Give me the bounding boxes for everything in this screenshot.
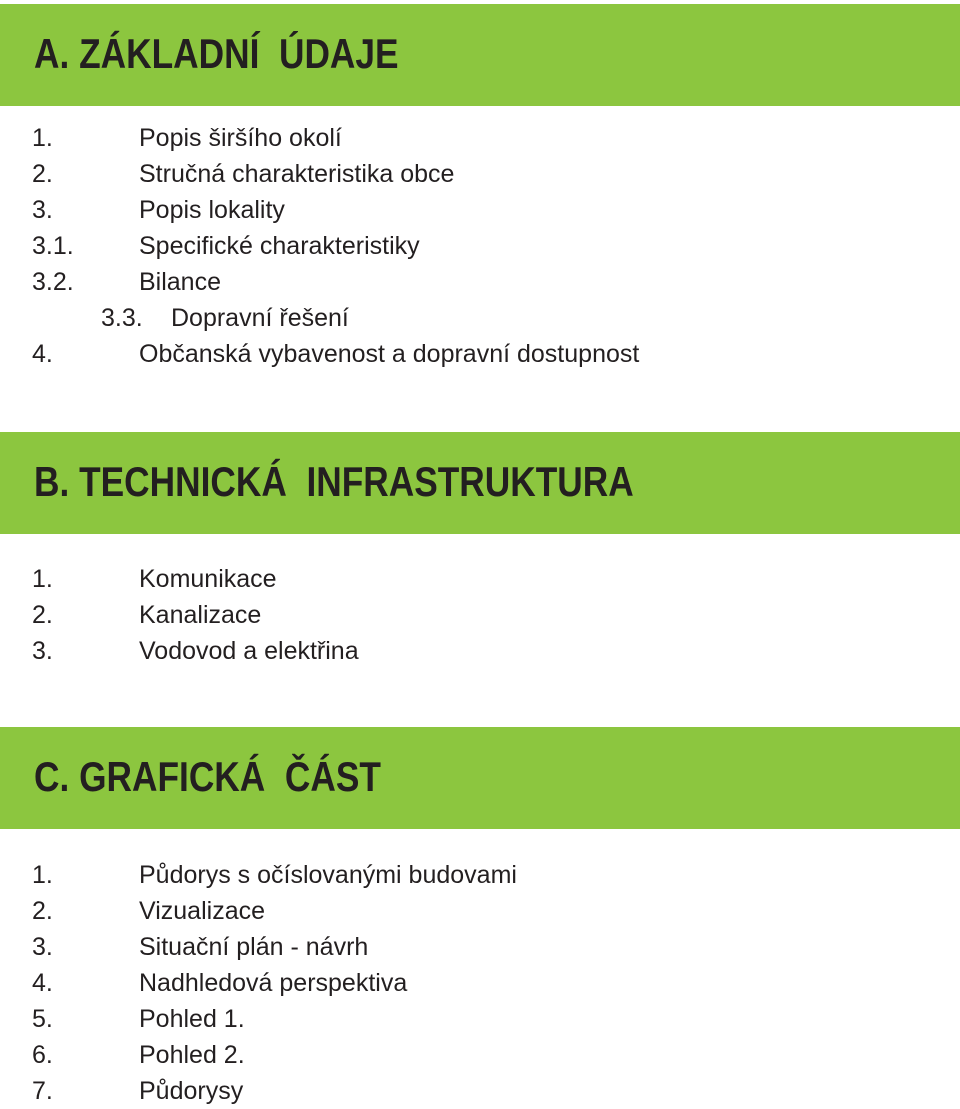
item-text: Popis širšího okolí bbox=[139, 124, 342, 152]
list-item bbox=[0, 156, 960, 192]
list-item bbox=[0, 1001, 960, 1037]
item-number: 1. bbox=[32, 565, 53, 593]
item-number: 2. bbox=[32, 160, 53, 188]
item-number: 2. bbox=[32, 601, 53, 629]
section-title-a: A. ZÁKLADNÍ ÚDAJE bbox=[34, 30, 399, 77]
item-text: Občanská vybavenost a dopravní dostupnost bbox=[139, 340, 640, 368]
item-text: Stručná charakteristika obce bbox=[139, 160, 455, 188]
item-number: 5. bbox=[32, 1005, 53, 1033]
item-text: Bilance bbox=[139, 268, 221, 296]
section-header-a bbox=[0, 4, 960, 106]
list-item bbox=[0, 857, 960, 893]
item-text: Půdorysy bbox=[139, 1077, 244, 1105]
list-item bbox=[0, 965, 960, 1001]
list-item bbox=[0, 893, 960, 929]
item-number: 4. bbox=[32, 340, 53, 368]
section-title-c: C. GRAFICKÁ ČÁST bbox=[34, 753, 381, 800]
list-item bbox=[0, 1073, 960, 1109]
list-item bbox=[0, 120, 960, 156]
section-title-b: B. TECHNICKÁ INFRASTRUKTURA bbox=[34, 458, 634, 505]
item-text: Vizualizace bbox=[139, 897, 266, 925]
list-item bbox=[0, 300, 960, 336]
item-text: Popis lokality bbox=[139, 196, 285, 224]
list-item bbox=[0, 192, 960, 228]
item-number: 7. bbox=[32, 1077, 53, 1105]
item-number: 1. bbox=[32, 124, 53, 152]
list-item bbox=[0, 264, 960, 300]
item-number: 2. bbox=[32, 897, 53, 925]
list-item bbox=[0, 597, 960, 633]
section-list-b bbox=[0, 561, 960, 669]
item-text: Specifické charakteristiky bbox=[139, 232, 420, 260]
item-text: Dopravní řešení bbox=[171, 304, 349, 332]
list-item bbox=[0, 228, 960, 264]
list-item bbox=[0, 336, 960, 372]
list-item bbox=[0, 561, 960, 597]
item-text: Komunikace bbox=[139, 565, 277, 593]
list-item bbox=[0, 929, 960, 965]
item-text: Situační plán - návrh bbox=[139, 933, 369, 961]
item-number: 3.3. bbox=[101, 304, 143, 332]
section-list-a bbox=[0, 120, 960, 372]
list-item bbox=[0, 633, 960, 669]
item-text: Nadhledová perspektiva bbox=[139, 969, 408, 997]
item-text: Vodovod a elektřina bbox=[139, 637, 359, 665]
item-number: 4. bbox=[32, 969, 53, 997]
item-number: 1. bbox=[32, 861, 53, 889]
item-number: 6. bbox=[32, 1041, 53, 1069]
section-header-b bbox=[0, 432, 960, 534]
section-list-c bbox=[0, 857, 960, 1109]
item-number: 3. bbox=[32, 637, 53, 665]
section-header-c bbox=[0, 727, 960, 829]
item-text: Pohled 2. bbox=[139, 1041, 245, 1069]
item-number: 3.2. bbox=[32, 268, 74, 296]
item-text: Pohled 1. bbox=[139, 1005, 245, 1033]
item-number: 3.1. bbox=[32, 232, 74, 260]
item-number: 3. bbox=[32, 196, 53, 224]
item-text: Půdorys s očíslovanými budovami bbox=[139, 861, 517, 889]
list-item bbox=[0, 1037, 960, 1073]
item-text: Kanalizace bbox=[139, 601, 262, 629]
item-number: 3. bbox=[32, 933, 53, 961]
